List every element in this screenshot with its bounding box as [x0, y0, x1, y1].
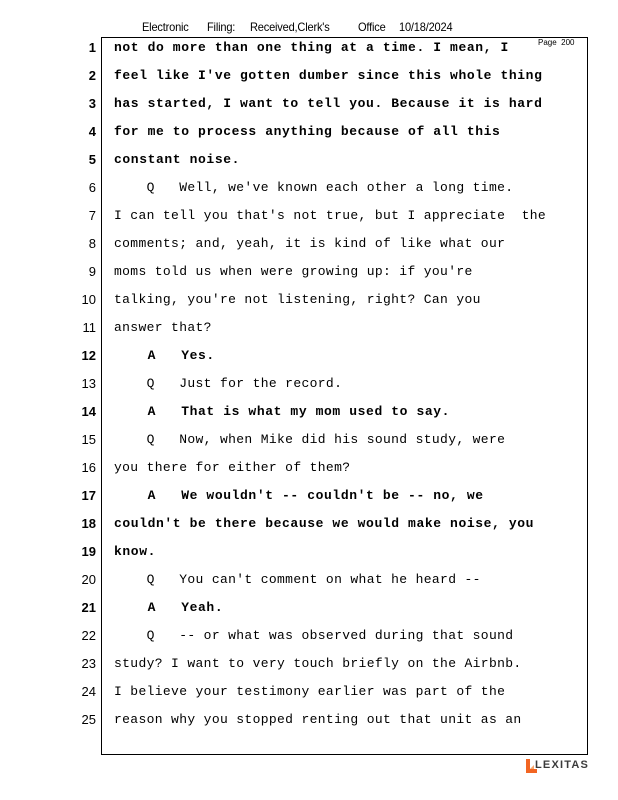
transcript-line: Q You can't comment on what he heard -- [114, 572, 481, 587]
line-number: 10 [81, 292, 96, 307]
line-number: 15 [81, 432, 96, 447]
header-filing: Filing: [207, 20, 236, 34]
line-number: 4 [88, 124, 96, 139]
transcript-line: A Yes. [114, 348, 215, 363]
transcript-line: comments; and, yeah, it is kind of like what our [114, 236, 506, 251]
line-number: 9 [88, 264, 96, 279]
transcript-line: A That is what my mom used to say. [114, 404, 451, 419]
transcript-line: constant noise. [114, 152, 241, 167]
header-date: 10/18/2024 [399, 20, 453, 34]
transcript-line: moms told us when were growing up: if you're [114, 264, 473, 279]
transcript-line: feel like I've gotten dumber since this whole thing [114, 68, 543, 83]
transcript-line: A Yeah. [114, 600, 224, 615]
line-number: 21 [81, 600, 96, 615]
transcript-line: answer that? [114, 320, 212, 335]
line-number: 1 [88, 40, 96, 55]
transcript-page-frame [101, 37, 588, 755]
line-number: 13 [81, 376, 96, 391]
line-number: 24 [81, 684, 96, 699]
line-number: 8 [88, 236, 96, 251]
line-number: 14 [81, 404, 96, 419]
transcript-line: not do more than one thing at a time. I mean, I [114, 40, 509, 55]
filing-header [0, 20, 618, 36]
transcript-line: talking, you're not listening, right? Can you [114, 292, 481, 307]
transcript-line: has started, I want to tell you. Because it is hard [114, 96, 543, 111]
transcript-line: study? I want to very touch briefly on the Airbnb. [114, 656, 522, 671]
line-number: 6 [88, 180, 96, 195]
page-number-value: 200 [561, 38, 575, 47]
transcript-line: Q Now, when Mike did his sound study, were [114, 432, 506, 447]
transcript-line: know. [114, 544, 157, 559]
transcript-line: Q Well, we've known each other a long time. [114, 180, 514, 195]
line-number: 17 [81, 488, 96, 503]
header-received: Received,Clerk's [250, 20, 330, 34]
line-number: 25 [81, 712, 96, 727]
transcript-line: you there for either of them? [114, 460, 351, 475]
line-number: 5 [88, 152, 96, 167]
line-number: 3 [88, 96, 96, 111]
line-number: 22 [81, 628, 96, 643]
line-number: 7 [88, 208, 96, 223]
page-number [538, 38, 575, 47]
lexitas-logo [524, 756, 588, 778]
transcript-line: Q -- or what was observed during that sound [114, 628, 514, 643]
line-number: 23 [81, 656, 96, 671]
transcript-line: for me to process anything because of all this [114, 124, 501, 139]
line-number: 2 [88, 68, 96, 83]
line-number: 19 [81, 544, 96, 559]
line-number: 20 [81, 572, 96, 587]
header-office: Office [358, 20, 386, 34]
line-number: 12 [81, 348, 96, 363]
transcript-line: Q Just for the record. [114, 376, 343, 391]
line-number: 18 [81, 516, 96, 531]
page-label: Page [538, 38, 557, 47]
lexitas-logo-text: LEXITAS [535, 759, 590, 771]
transcript-line: reason why you stopped renting out that unit as an [114, 712, 522, 727]
transcript-line: I believe your testimony earlier was part of the [114, 684, 506, 699]
transcript-line: A We wouldn't -- couldn't be -- no, we [114, 488, 484, 503]
line-number: 11 [82, 320, 96, 335]
header-electronic: Electronic [142, 20, 189, 34]
line-number: 16 [81, 460, 96, 475]
transcript-line: couldn't be there because we would make noise, you [114, 516, 535, 531]
transcript-line: I can tell you that's not true, but I appreciate the [114, 208, 547, 223]
